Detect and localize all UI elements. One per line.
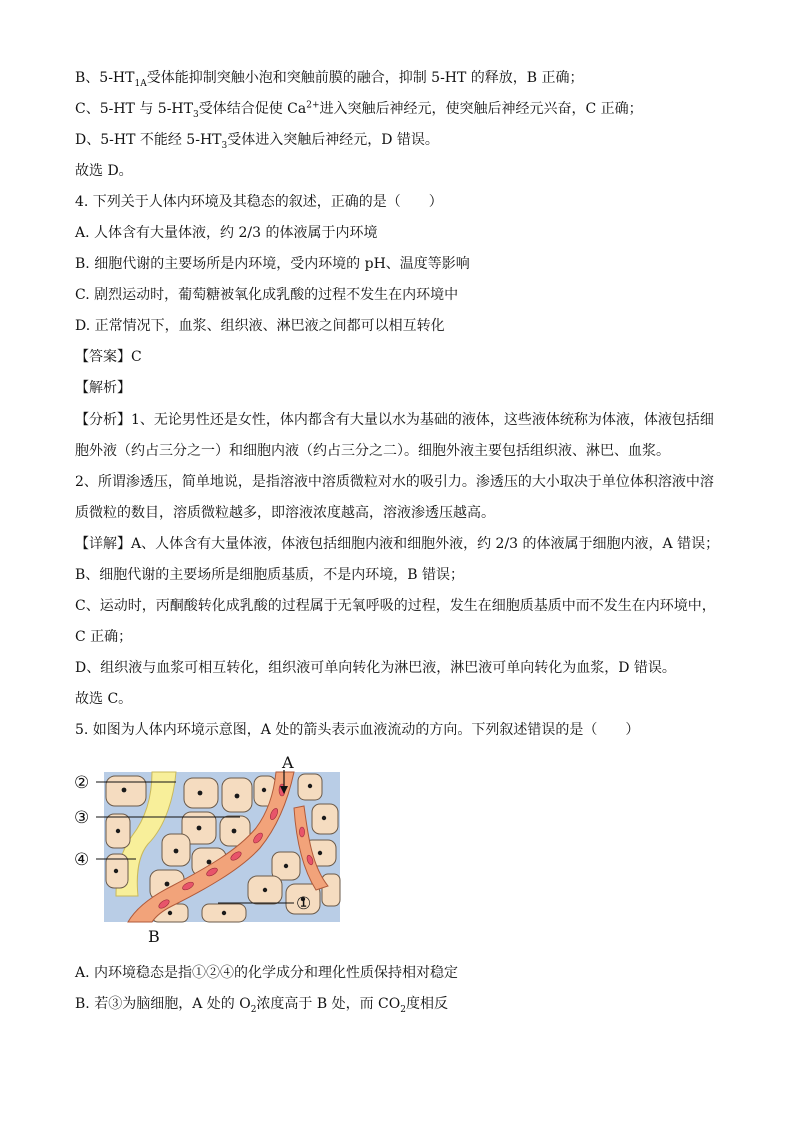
- answer-value: C: [131, 349, 142, 365]
- label-4: ④: [74, 850, 90, 870]
- q4-xiangjie-a: 【详解】A、人体含有大量体液，体液包括细胞内液和细胞外液，约 2/3 的体液属于细胞内液，A 错误；: [75, 536, 720, 552]
- q4-fenxi-2: 2、所谓渗透压，简单地说，是指溶液中溶质微粒对水的吸引力。渗透压的大小取决于单位体积溶液中溶: [75, 474, 714, 490]
- label-B: B: [148, 927, 160, 946]
- q4-analysis-tag: 【解析】: [75, 380, 131, 396]
- label-3: ③: [74, 808, 90, 828]
- q4-choose: 故选 C。: [75, 691, 133, 707]
- q4-fenxi-2b: 质微粒的数目，溶质微粒越多，即溶液浓度越高，溶液渗透压越高。: [75, 505, 495, 521]
- q4-option-b: B. 细胞代谢的主要场所是内环境，受内环境的 pH、温度等影响: [75, 256, 470, 272]
- prev-answer-b: B、$5-HT_{1A}$受体能抑制突触小泡和突触前膜的融合，抑制 5-HT 的释放，B 正确；: [75, 70, 584, 89]
- label-A: A: [282, 756, 294, 772]
- q5-option-b: B. 若③为脑细胞，A 处的 $O_2$浓度高于 B 处，而 $CO_2$度相反: [75, 996, 448, 1015]
- q4-fenxi-1b: 胞外液（约占三分之一）和细胞内液（约占三分之二）。细胞外液主要包括组织液、淋巴、血浆。: [75, 443, 670, 459]
- q4-stem: 4. 下列关于人体内环境及其稳态的叙述，正确的是（ ）: [75, 194, 443, 210]
- inner-environment-figure: [72, 756, 348, 948]
- q4-option-c: C. 剧烈运动时，葡萄糖被氧化成乳酸的过程不发生在内环境中: [75, 287, 459, 303]
- q4-xiangjie-c: C、运动时，丙酮酸转化成乳酸的过程属于无氧呼吸的过程，发生在细胞质基质中而不发生在内环境中，: [75, 598, 716, 614]
- q4-option-d: D. 正常情况下，血浆、组织液、淋巴液之间都可以相互转化: [75, 318, 445, 334]
- prev-choose: 故选 D。: [75, 163, 133, 179]
- label-2: ②: [74, 773, 90, 793]
- q5-option-a: A. 内环境稳态是指①②④的化学成分和理化性质保持相对稳定: [75, 965, 459, 981]
- prev-answer-d: D、5-HT 不能经 $5-HT_3$受体进入突触后神经元，D 错误。: [75, 132, 439, 151]
- q5-stem: 5. 如图为人体内环境示意图，A 处的箭头表示血液流动的方向。下列叙述错误的是（ ）: [75, 722, 640, 738]
- q4-xiangjie-c2: C 正确；: [75, 629, 133, 645]
- fenxi-tag: 【分析】: [75, 412, 131, 428]
- q4-xiangjie-b: B、细胞代谢的主要场所是细胞质基质，不是内环境，B 错误；: [75, 567, 465, 583]
- xiangjie-tag: 【详解】: [75, 536, 131, 552]
- q4-fenxi-1: 【分析】1、无论男性还是女性，体内都含有大量以水为基础的液体，这些液体统称为体液，体液包括细: [75, 412, 714, 428]
- prev-answer-c: C、5-HT 与 $5-HT_3$受体结合促使 $Ca^{2+}$进入突触后神经元，使突触后神经元兴奋，C 正确；: [75, 100, 643, 120]
- q4-answer: [75, 347, 725, 367]
- answer-tag: 【答案】: [75, 349, 131, 365]
- q4-xiangjie-d: D、组织液与血浆可相互转化，组织液可单向转化为淋巴液，淋巴液可单向转化为血浆，D 错误。: [75, 660, 676, 676]
- q4-option-a: A. 人体含有大量体液，约 2/3 的体液属于内环境: [75, 225, 378, 241]
- label-1: ①: [296, 894, 312, 914]
